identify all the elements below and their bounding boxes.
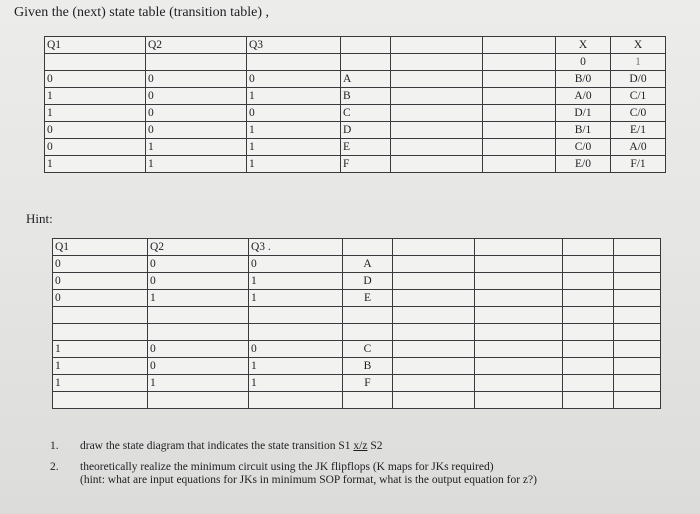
cell-q2: 0 [146, 71, 247, 88]
cell-q1: 1 [53, 358, 148, 375]
header-x-1: X [611, 37, 666, 54]
cell-q2: 0 [148, 358, 249, 375]
table-row [45, 156, 666, 173]
cell-q2: 1 [148, 375, 249, 392]
cell-state: E [341, 139, 391, 156]
table-header-row [45, 37, 666, 54]
table-row [53, 375, 661, 392]
header-x-0: X [556, 37, 611, 54]
cell-q1: 0 [45, 139, 146, 156]
header-q1: Q1 [45, 37, 146, 54]
cell-next-x0: E/0 [556, 156, 611, 173]
table-row [45, 88, 666, 105]
cell-state: F [341, 156, 391, 173]
table-row [53, 358, 661, 375]
cell-next-x1: F/1 [611, 156, 666, 173]
cell-state: D [341, 122, 391, 139]
x-value-0: 0 [556, 54, 611, 71]
cell-next-x0: B/0 [556, 71, 611, 88]
cell-next-x0: A/0 [556, 88, 611, 105]
cell-state: A [341, 71, 391, 88]
question-2 [50, 461, 690, 487]
cell-next-x1: A/0 [611, 139, 666, 156]
table-header-row [53, 239, 661, 256]
x-values-row [45, 54, 666, 71]
cell-q3: 1 [249, 375, 343, 392]
cell-next-x0: B/1 [556, 122, 611, 139]
cell-q2: 1 [146, 156, 247, 173]
cell-q1: 1 [53, 341, 148, 358]
separator-row [53, 324, 661, 341]
cell-next-x1: D/0 [611, 71, 666, 88]
cell-next-x1: C/0 [611, 105, 666, 122]
header-q3-text: Q3 . [251, 241, 271, 253]
cell-next-x0: C/0 [556, 139, 611, 156]
cell-state: B [341, 88, 391, 105]
cell-next-x1: E/1 [611, 122, 666, 139]
cell-q1: 0 [53, 290, 148, 307]
x-value-1: 1 [611, 54, 666, 71]
cell-state: E [343, 290, 393, 307]
cell-q1: 0 [45, 122, 146, 139]
table-row [45, 105, 666, 122]
cell-q1: 0 [53, 256, 148, 273]
cell-q3: 1 [249, 273, 343, 290]
cell-q3: 0 [249, 256, 343, 273]
state-transition-table [44, 36, 666, 173]
cell-q3: 0 [247, 71, 341, 88]
cell-state: C [341, 105, 391, 122]
table-row [45, 122, 666, 139]
cell-q2: 1 [148, 290, 249, 307]
cell-q1: 1 [45, 156, 146, 173]
cell-next-x0: D/1 [556, 105, 611, 122]
cell-q2: 0 [146, 105, 247, 122]
page-heading: Given the (next) state table (transition table) , [14, 5, 270, 20]
cell-state: C [343, 341, 393, 358]
question-number: 1. [50, 440, 59, 452]
cell-q2: 0 [146, 88, 247, 105]
cell-q3: 1 [247, 139, 341, 156]
question-text: theoretically realize the minimum circuit using the JK flipflops (K maps for JKs required) [80, 461, 494, 473]
header-q2: Q2 [148, 239, 249, 256]
question-text: draw the state diagram that indicates the state transition S1 [80, 440, 354, 452]
question-text-tail: S2 [367, 440, 383, 452]
cell-q2: 0 [148, 341, 249, 358]
table-row [45, 139, 666, 156]
table-row [53, 273, 661, 290]
header-q3 [249, 239, 343, 256]
cell-q1: 1 [45, 105, 146, 122]
cell-q3: 1 [247, 122, 341, 139]
cell-q1: 1 [53, 375, 148, 392]
header-q2: Q2 [146, 37, 247, 54]
table-row [53, 256, 661, 273]
table-row [53, 290, 661, 307]
cell-q2: 0 [148, 256, 249, 273]
cell-q1: 0 [45, 71, 146, 88]
separator-row [53, 307, 661, 324]
cell-q3: 1 [247, 88, 341, 105]
cell-next-x1: C/1 [611, 88, 666, 105]
cell-state: F [343, 375, 393, 392]
cell-q1: 1 [45, 88, 146, 105]
cell-q3: 0 [249, 341, 343, 358]
cell-q3: 1 [249, 290, 343, 307]
hint-table [52, 238, 661, 409]
questions-list [50, 440, 690, 487]
cell-state: D [343, 273, 393, 290]
cell-state: B [343, 358, 393, 375]
cell-q2: 1 [146, 139, 247, 156]
cell-q2: 0 [146, 122, 247, 139]
cell-q3: 1 [247, 156, 341, 173]
table-row [53, 341, 661, 358]
cell-q3: 0 [247, 105, 341, 122]
cell-q1: 0 [53, 273, 148, 290]
empty-row [53, 392, 661, 409]
cell-state: A [343, 256, 393, 273]
table-row [45, 71, 666, 88]
header-q3: Q3 [247, 37, 341, 54]
hint-label: Hint: [26, 211, 53, 226]
cell-q3: 1 [249, 358, 343, 375]
question-number: 2. [50, 461, 59, 473]
question-hint-text: (hint: what are input equations for JKs in minimum SOP format, what is the output equation for z?) [80, 474, 537, 486]
header-q1: Q1 [53, 239, 148, 256]
transition-label: x/z [353, 440, 368, 452]
cell-q2: 0 [148, 273, 249, 290]
question-1 [50, 440, 690, 453]
